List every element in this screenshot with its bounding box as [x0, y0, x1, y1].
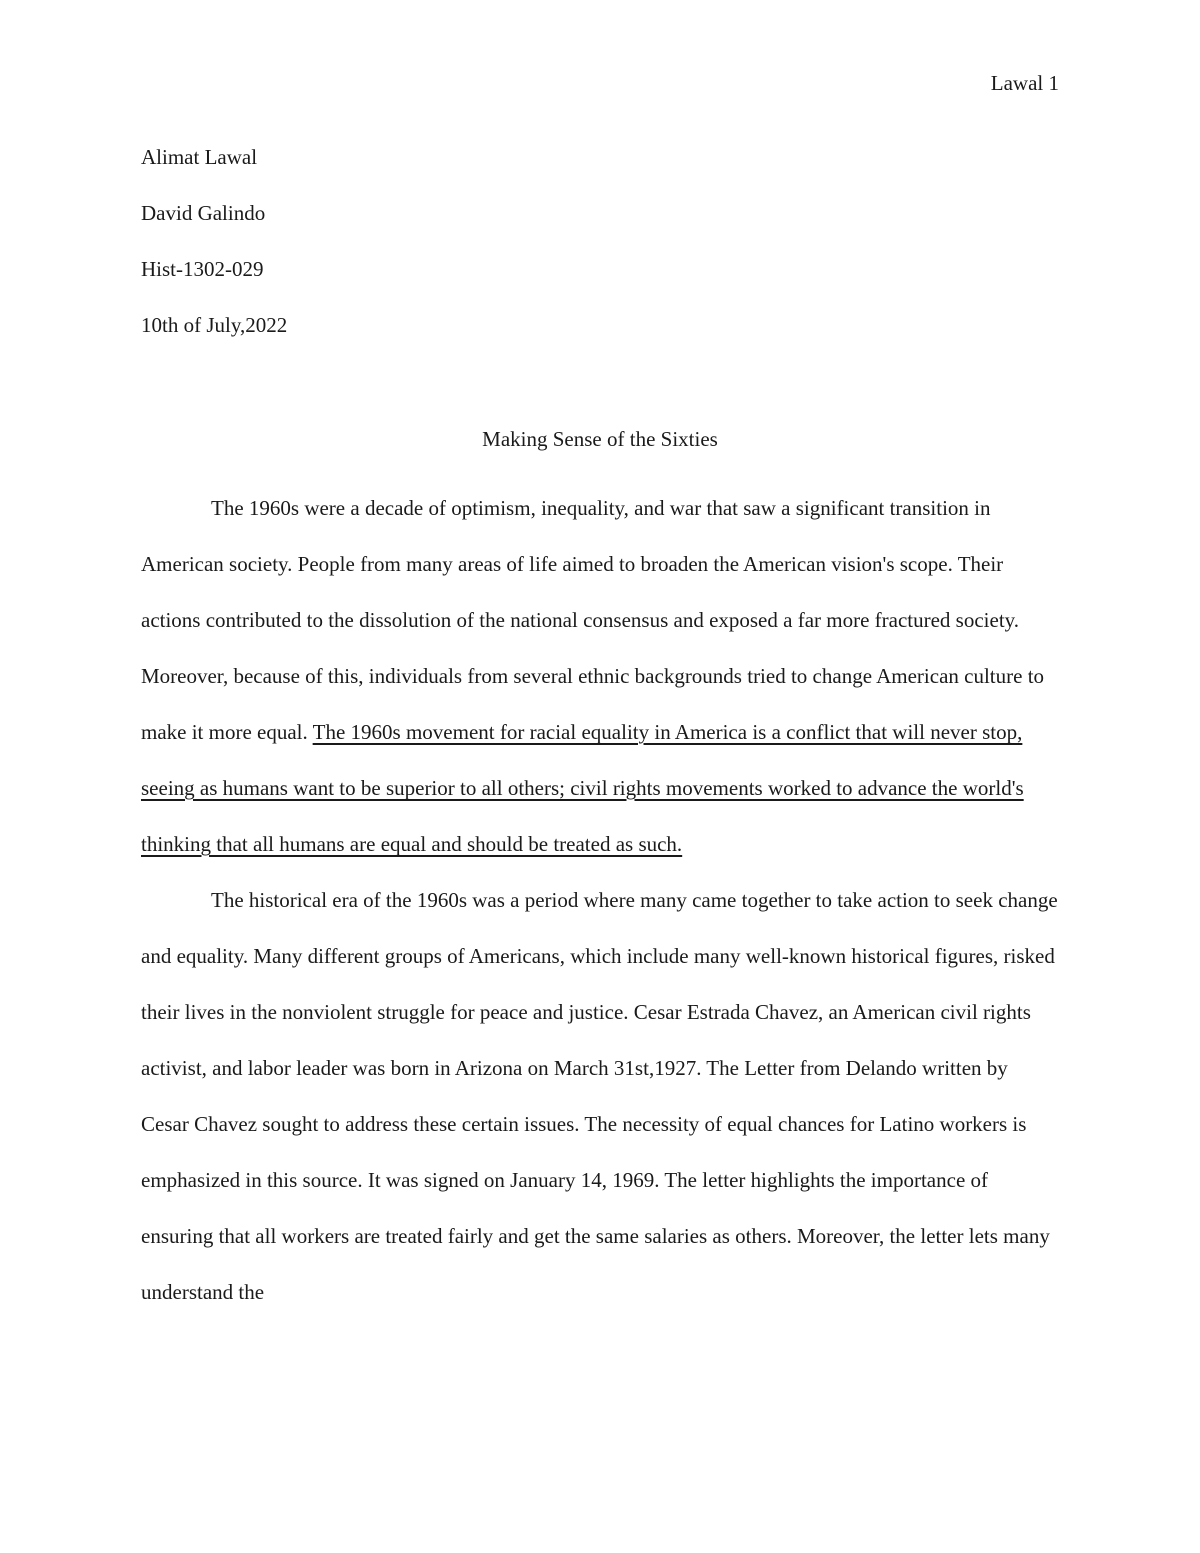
essay-title: Making Sense of the Sixties: [482, 427, 718, 451]
course-number: Hist-1302-029: [141, 257, 264, 281]
thesis-statement: The 1960s movement for racial equality in America is a conflict that will never stop, seeing as humans want to be superior to all others; civil rights movements worked to advance the world's thinking that all humans are equal and should be treated as such.: [141, 720, 1024, 856]
instructor-name: David Galindo: [141, 201, 266, 225]
paragraph-body-1-text: The historical era of the 1960s was a period where many came together to take action to seek change and equality. Many different groups of Americans, which include many well-known historical figures, risked their lives in the nonviolent struggle for peace and justice. Cesar Estrada Chavez, an American civil rights activist, and labor leader was born in Arizona on March 31st,1927. The Letter from Delando written by Cesar Chavez sought to address these certain issues. The necessity of equal chances for Latino workers is emphasized in this source. It was signed on January 14, 1969. The letter highlights the importance of ensuring that all workers are treated fairly and get the same salaries as others. Moreover, the letter lets many understand the: [141, 888, 1058, 1304]
student-name: Alimat Lawal: [141, 145, 258, 169]
mla-heading: [141, 142, 1059, 366]
date: 10th of July,2022: [141, 313, 288, 337]
running-header-page-number: Lawal 1: [990, 71, 1059, 95]
paragraph-intro: [141, 480, 1059, 872]
essay-body: [141, 480, 1059, 1320]
paragraph-body-1: [141, 872, 1059, 1320]
paragraph-intro-text: The 1960s were a decade of optimism, inequality, and war that saw a significant transition in American society. People from many areas of life aimed to broaden the American vision's scope. Their actions contributed to the dissolution of the national consensus and exposed a far more fractured society. Moreover, because of this, individuals from several ethnic backgrounds tried to change American culture to make it more equal.: [141, 496, 1045, 744]
